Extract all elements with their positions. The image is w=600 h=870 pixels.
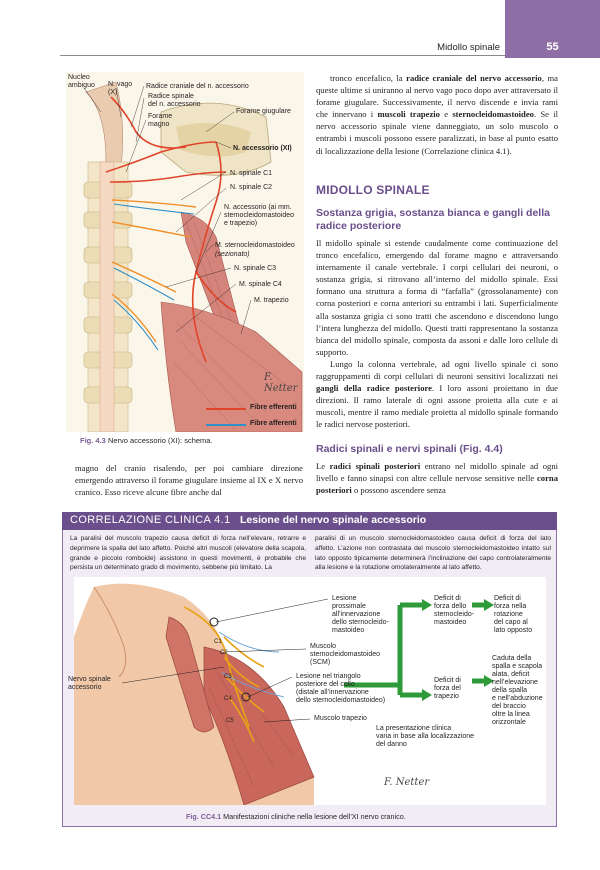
legend-afferent-label: Fibre afferenti (250, 420, 297, 427)
label-nervo-spinale: Nervo spinale accessorio (68, 676, 111, 691)
label-c1: C1 (214, 639, 222, 645)
label-n-spinale-c4: M. spinale C4 (239, 281, 282, 288)
paragraph: magno del cranio risalendo, per poi cambiare direzione emergendo attraverso il forame giugulare insieme al IX e X nervo cranico. Esso riceve alcune fibre anche dal (75, 463, 303, 498)
right-column-body (316, 237, 558, 431)
clinical-figure (68, 577, 546, 805)
clinical-text-right: paralisi di un muscolo sternocleidomastoideo causa deficit di forza del lato affetto. L’azione non contrastata del muscolo sternocleidomastoideo intatto sul lato opposto tipicamente determinerà l’inclinazione del capo controlateralmente alla lesione e la rotazione omolateralmente al lato affetto. (315, 535, 551, 572)
label-c3: C3 (224, 674, 232, 680)
label-n-accessorio-mm: N. accessorio (ai mm. sternocleidomastoideo e trapezio) (224, 204, 295, 227)
label-c2: C2 (220, 650, 228, 656)
paragraph: Il midollo spinale si estende caudalmente come continuazione del tronco encefalico, emergendo dal forame magno e attraversando internamente il canale vertebrale. I corpi cellulari dei neuroni, o sostanza grigia, si ritrovano all’interno del midollo spinale. Essi formano una struttura a forma di “farfalla” (grossolanamente) con corna posteriori e corna anteriori su entrambi i lati. Superficialmente alla sostanza grigia ci sono tratti che ascendono e discendono lungo l’intera lunghezza del midollo. Questi tratti rappresentano la sostanza bianca del midollo spinale, composta da assoni e dalle loro cellule di supporto. (316, 238, 558, 357)
artist-signature: F. Netter (384, 777, 430, 788)
label-n-spinale-c2: N. spinale C2 (230, 184, 273, 191)
label-m-trapezio: M. trapezio (254, 297, 289, 304)
label-muscolo-trapezio: Muscolo trapezio (314, 715, 367, 722)
page-number: 55 (546, 41, 559, 53)
label-deficit-scm: Deficit di forza dello sternocleido- mastoideo (434, 595, 475, 626)
label-sezionato: (sezionato) (215, 251, 250, 258)
legend-efferent-label: Fibre efferenti (250, 404, 297, 411)
label-m-scm: M. sternocleidomastoideo (215, 242, 295, 249)
label-presentazione: La presentazione clinica varia in base alla localizzazione del danno (376, 725, 475, 748)
clinical-text-left: La paralisi del muscolo trapezio causa deficit di forza nell’elevare, retrarre e deprimere la spalla del lato affetto. Poiché altri muscoli (elevatore della scapola, grande e piccolo romboide) assistono in questi movimenti, è probabile che persista un determinato grado di movimento, sebbene più limitato. La (70, 535, 306, 572)
clinical-subtitle: Lesione del nervo spinale accessorio (240, 514, 427, 526)
right-column-tail (316, 460, 558, 496)
label-n-accessorio: N. accessorio (XI) (233, 145, 292, 152)
label-forame-magno: Forame magno (148, 113, 173, 128)
figure-4-3 (66, 72, 304, 432)
legend-efferent-swatch (206, 408, 246, 410)
caption-text: Manifestazioni cliniche nella lesione dell’XI nervo cranico. (223, 812, 406, 821)
legend-afferent-swatch (206, 424, 246, 426)
label-deficit-rotazione: Deficit di forza nella rotazione del capo al lato opposto (494, 595, 533, 634)
artist-signature: F. Netter (264, 372, 298, 394)
right-column-intro (316, 72, 558, 157)
label-n-vago: N. vago (X) (108, 81, 133, 96)
label-radice-spinale: Radice spinale del n. accessorio (148, 93, 201, 108)
clinical-title: CORRELAZIONE CLINICA 4.1 (70, 514, 231, 526)
figure-4-3-caption (80, 436, 213, 445)
label-n-spinale-c1: N. spinale C1 (230, 170, 273, 177)
running-header: Midollo spinale (437, 42, 500, 53)
caption-number: Fig. 4.3 (80, 436, 106, 445)
section-heading: MIDOLLO SPINALE (316, 183, 430, 197)
subsection-heading: Sostanza grigia, sostanza bianca e gangli della radice posteriore (316, 207, 550, 232)
left-column-text (75, 462, 303, 498)
caption-number: Fig. CC4.1 (186, 812, 222, 821)
label-forame-giugulare: Forame giugulare (236, 108, 291, 115)
label-caduta-spalla: Caduta della spalla e scapola alata, deficit nell’elevazione della spalla e nell’abduzione del braccio oltre la linea orizzontale (492, 655, 543, 726)
subsection-heading: Radici spinali e nervi spinali (Fig. 4.4) (316, 443, 503, 455)
paragraph: tronco encefalico, la radice craniale del nervo accessorio, ma queste ultime si uniranno al nervo vago poco dopo aver attraversato il forame giugulare. Successivamente, il nervo discende e invia rami che innervano i muscoli trapezio e sternocleidomastoideo. Se il nervo accessorio spinale viene danneggiato, un solo muscolo o entrambi i muscoli possono essere paralizzati, in base al punto esatto di localizzazione della lesione (Correlazione clinica 4.1). (316, 73, 558, 156)
header-rule (60, 55, 505, 56)
label-n-spinale-c3: N. spinale C3 (234, 265, 277, 272)
label-deficit-trapezio: Deficit di forza del trapezio (434, 677, 461, 700)
label-lesione-prossimale: Lesione prossimale all’innervazione dello sternocleido- mastoideo (332, 595, 389, 634)
label-radice-craniale: Radice craniale del n. accessorio (146, 83, 249, 90)
label-muscolo-scm: Muscolo sternocleidomastoideo (SCM) (310, 643, 381, 666)
label-nucleo-ambiguo: Nucleo ambiguo (68, 74, 95, 89)
label-c5: C5 (226, 718, 234, 724)
label-c4: C4 (224, 696, 232, 702)
caption-text: Nervo accessorio (XI): schema. (107, 436, 213, 445)
figure-cc4-1-caption (186, 812, 406, 821)
paragraph: Le radici spinali posteriori entrano nel midollo spinale ad ogni livello e fanno sinapsi con altre cellule nervose sensitive nelle corna posteriori o possono ascendere senza (316, 461, 558, 496)
paragraph: Lungo la colonna vertebrale, ad ogni livello spinale ci sono raggruppamenti di corpi cellulari di neuroni sensitivi localizzati nei gangli della radice posteriore. I loro assoni proiettano in due direzioni. Il ramo laterale di ogni assone proietta alla cute e ai muscoli, mentre il ramo mediale proietta al midollo spinale formando le radici nervose posteriori. (316, 358, 558, 430)
label-lesione-triangolo: Lesione nel triangolo posteriore del collo (distale all’innervazione dello sternocleidomastoideo) (296, 673, 386, 704)
